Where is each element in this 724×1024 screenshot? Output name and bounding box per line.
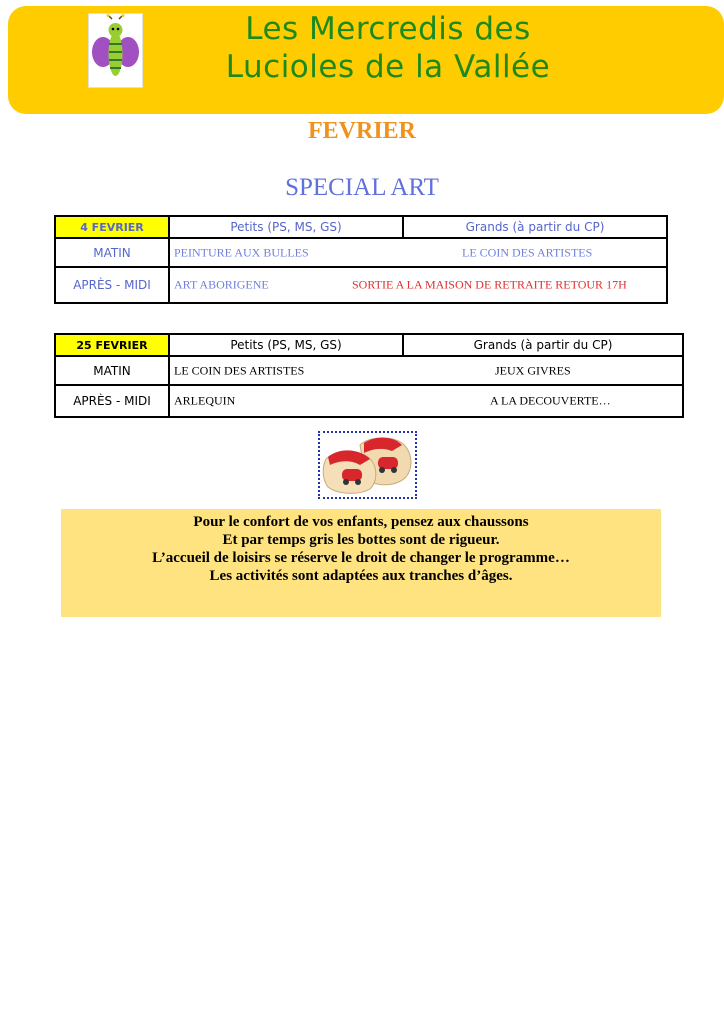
date-cell: 4 FEVRIER (55, 216, 169, 238)
activity-petits: ARLEQUIN (174, 393, 236, 408)
activity-grands: JEUX GIVRES (495, 363, 571, 377)
month-heading: FEVRIER (307, 118, 416, 144)
date-cell: 25 FEVRIER (55, 334, 169, 356)
activities-apres-midi (169, 267, 667, 303)
column-header-grands: Grands (à partir du CP) (403, 334, 683, 356)
schedule-table-1 (54, 215, 668, 304)
activities-matin (169, 356, 683, 385)
column-header-petits: Petits (PS, MS, GS) (169, 216, 403, 238)
info-line: Pour le confort de vos enfants, pensez aux chaussons (193, 514, 529, 530)
butterfly-icon (88, 13, 143, 88)
info-line: Et par temps gris les bottes sont de rigueur. (222, 532, 500, 548)
activity-grands: LE COIN DES ARTISTES (462, 245, 593, 259)
slot-label-apres-midi: APRÈS - MIDI (55, 267, 169, 303)
header-banner (8, 6, 724, 114)
activity-petits: PEINTURE AUX BULLES (174, 245, 309, 259)
info-line: L’accueil de loisirs se réserve le droit de changer le programme… (152, 550, 570, 566)
activity-petits: ART ABORIGENE (174, 277, 269, 292)
theme-heading: SPECIAL ART (285, 174, 439, 201)
info-box (61, 509, 661, 617)
slot-label-matin: MATIN (55, 238, 169, 267)
activity-grands: SORTIE A LA MAISON DE RETRAITE RETOUR 17H (352, 277, 627, 292)
slot-label-matin: MATIN (55, 356, 169, 385)
slippers-icon (318, 431, 417, 499)
activity-petits: LE COIN DES ARTISTES (174, 363, 305, 377)
slot-label-apres-midi: APRÈS - MIDI (55, 385, 169, 417)
schedule-table-2 (54, 333, 684, 418)
site-title (158, 10, 618, 86)
activity-grands: A LA DECOUVERTE… (490, 393, 611, 408)
info-line: Les activités sont adaptées aux tranches d’âges. (209, 568, 513, 584)
activities-apres-midi (169, 385, 683, 417)
column-header-grands: Grands (à partir du CP) (403, 216, 667, 238)
column-header-petits: Petits (PS, MS, GS) (169, 334, 403, 356)
activities-matin (169, 238, 667, 267)
title-line-1: Les Mercredis des (245, 11, 531, 47)
title-line-2: Lucioles de la Vallée (225, 49, 551, 85)
